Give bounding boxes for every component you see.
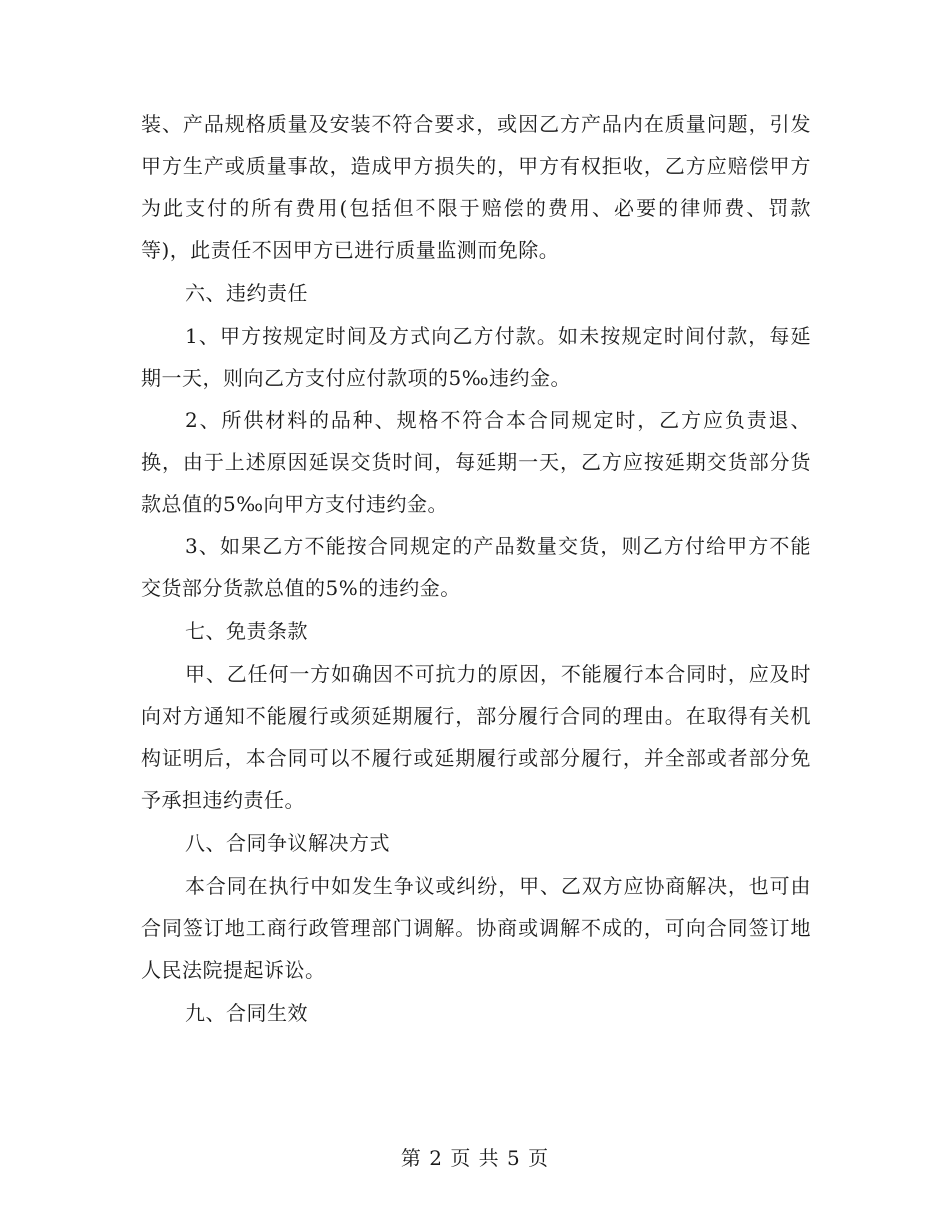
section-heading-breach-liability: 六、违约责任 <box>185 281 308 305</box>
clause-paragraph: 3、如果乙方不能按合同规定的产品数量交货，则乙方付给甲方不能交货部分货款总值的5%的违约金。 <box>141 534 811 600</box>
clause-paragraph: 本合同在执行中如发生争议或纠纷，甲、乙双方应协商解决，也可由合同签订地工商行政管理部门调解。协商或调解不成的，可向合同签订地人民法院提起诉讼。 <box>141 874 811 982</box>
clause-paragraph: 2、所供材料的品种、规格不符合本合同规定时，乙方应负责退、换，由于上述原因延误交货时间，每延期一天，乙方应按延期交货部分货款总值的5‰向甲方支付违约金。 <box>141 408 811 516</box>
section-heading-exemption: 七、免责条款 <box>185 619 308 643</box>
section-heading-contract-effect: 九、合同生效 <box>185 1001 308 1025</box>
section-heading-dispute-resolution: 八、合同争议解决方式 <box>185 831 390 855</box>
page-footer <box>0 1142 950 1171</box>
document-body <box>141 103 811 1035</box>
clause-paragraph: 甲、乙任何一方如确因不可抗力的原因，不能履行本合同时，应及时向对方通知不能履行或须延期履行，部分履行合同的理由。在取得有关机构证明后，本合同可以不履行或延期履行或部分履行，并全部或者部分免予承担违约责任。 <box>141 662 811 812</box>
footer-total-pages: 5 <box>507 1146 521 1170</box>
footer-page-number: 2 <box>429 1146 443 1170</box>
footer-suffix: 页 <box>528 1146 550 1170</box>
clause-paragraph: 1、甲方按规定时间及方式向乙方付款。如未按规定时间付款，每延期一天，则向乙方支付应付款项的5‰违约金。 <box>141 324 811 390</box>
footer-middle: 页 共 <box>450 1146 500 1170</box>
paragraph-continuation: 装、产品规格质量及安装不符合要求，或因乙方产品内在质量问题，引发甲方生产或质量事故，造成甲方损失的，甲方有权拒收，乙方应赔偿甲方为此支付的所有费用(包括但不限于赔偿的费用、必要的律师费、罚款等)，此责任不因甲方已进行质量监测而免除。 <box>141 112 811 262</box>
footer-prefix: 第 <box>400 1146 422 1170</box>
